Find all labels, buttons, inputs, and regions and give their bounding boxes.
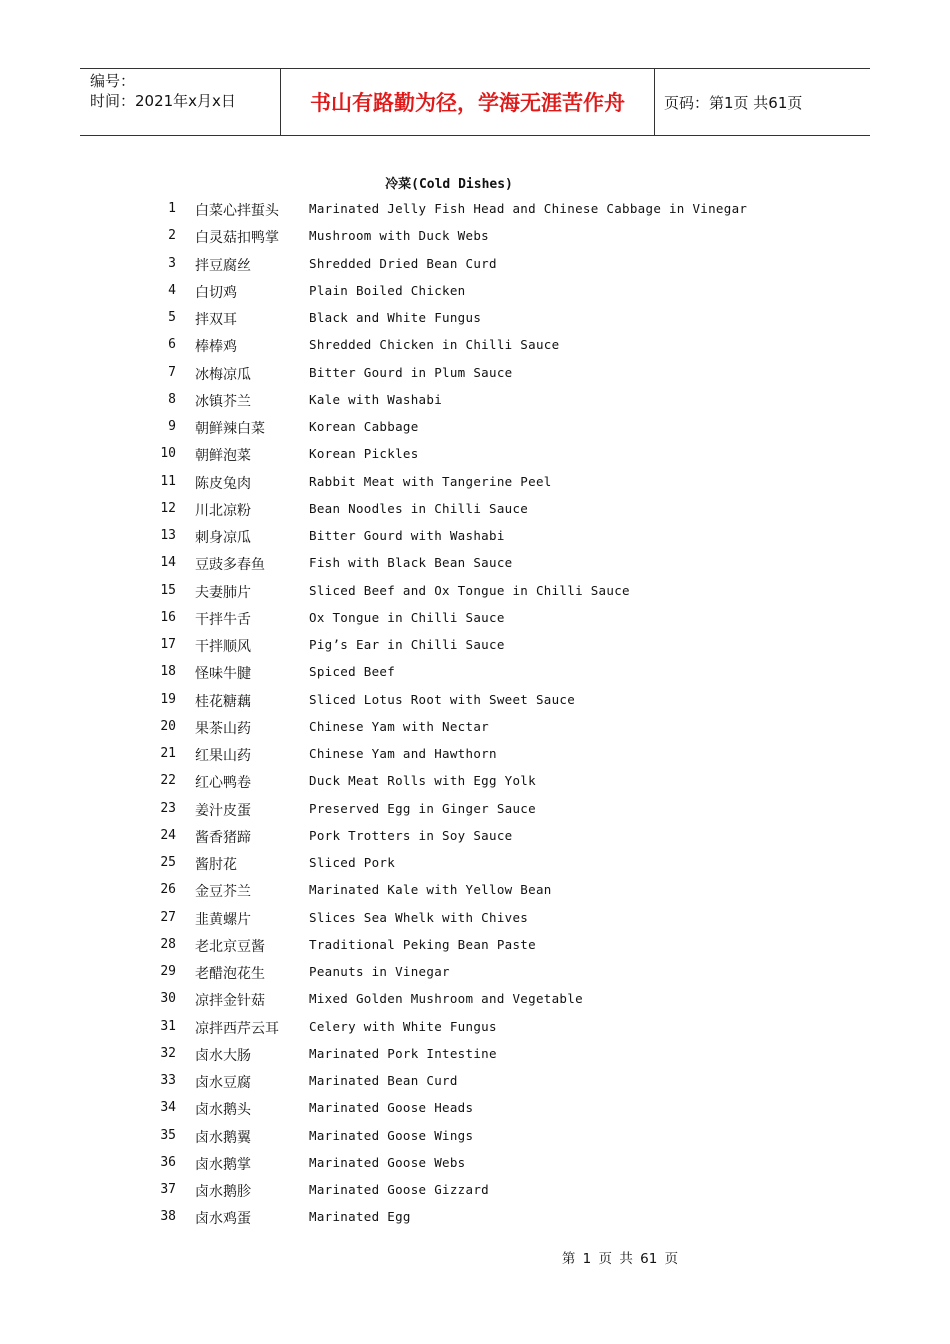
item-number: 24 xyxy=(160,827,176,843)
item-number: 37 xyxy=(160,1182,176,1197)
item-english-name: Slices Sea Whelk with Chives xyxy=(309,909,529,925)
list-item xyxy=(0,850,950,877)
list-item xyxy=(0,223,950,250)
list-item xyxy=(0,632,950,659)
list-item xyxy=(0,196,950,223)
item-number: 28 xyxy=(160,936,176,952)
item-chinese-name: 刺身凉瓜 xyxy=(195,530,251,546)
item-number: 34 xyxy=(160,1100,176,1116)
item-chinese-name: 卤水鹅掌 xyxy=(195,1156,251,1173)
item-number: 12 xyxy=(160,500,176,516)
item-chinese-name: 干拌顺风 xyxy=(195,639,251,655)
item-number: 29 xyxy=(160,964,176,979)
item-english-name: Marinated Kale with Yellow Bean xyxy=(309,882,552,898)
item-english-name: Duck Meat Rolls with Egg Yolk xyxy=(309,773,536,789)
item-english-name: Marinated Goose Webs xyxy=(309,1154,466,1170)
item-number: 7 xyxy=(168,364,176,380)
header-meta xyxy=(80,69,281,135)
item-english-name: Kale with Washabi xyxy=(309,391,443,407)
list-item xyxy=(0,959,950,986)
item-number: 23 xyxy=(160,800,176,816)
item-english-name: Chinese Yam with Nectar xyxy=(309,718,489,734)
item-chinese-name: 金豆芥兰 xyxy=(195,884,251,901)
header-motto: 书山有路勤为径，学海无涯苦作舟 xyxy=(281,69,655,135)
page-header xyxy=(80,68,870,136)
item-chinese-name: 川北凉粉 xyxy=(195,502,251,519)
list-item xyxy=(0,578,950,605)
item-number: 19 xyxy=(160,691,176,707)
item-chinese-name: 酱香猪蹄 xyxy=(195,829,251,846)
item-english-name: Plain Boiled Chicken xyxy=(309,282,466,298)
item-english-name: Mixed Golden Mushroom and Vegetable xyxy=(309,991,583,1007)
item-chinese-name: 冰镇芥兰 xyxy=(195,393,251,410)
list-item xyxy=(0,550,950,577)
item-english-name: Shredded Chicken in Chilli Sauce xyxy=(309,337,560,353)
item-number: 33 xyxy=(160,1073,176,1088)
list-item xyxy=(0,441,950,468)
item-english-name: Shredded Dried Bean Curd xyxy=(309,255,497,271)
item-english-name: Marinated Goose Gizzard xyxy=(309,1182,489,1197)
item-chinese-name: 老北京豆酱 xyxy=(195,938,265,955)
item-english-name: Marinated Pork Intestine xyxy=(309,1045,497,1061)
item-number: 14 xyxy=(160,555,176,571)
item-chinese-name: 桂花糖藕 xyxy=(195,693,251,710)
item-english-name: Sliced Pork xyxy=(309,855,396,870)
item-chinese-name: 拌双耳 xyxy=(195,312,237,328)
item-english-name: Rabbit Meat with Tangerine Peel xyxy=(309,473,552,489)
list-item xyxy=(0,1123,950,1150)
item-number: 18 xyxy=(160,664,176,680)
list-item xyxy=(0,332,950,359)
list-item xyxy=(0,905,950,932)
menu-list xyxy=(0,196,950,1232)
list-item xyxy=(0,1095,950,1122)
item-chinese-name: 卤水豆腐 xyxy=(195,1075,251,1091)
list-item xyxy=(0,1041,950,1068)
item-chinese-name: 白灵菇扣鸭掌 xyxy=(195,230,279,247)
item-english-name: Korean Cabbage xyxy=(309,419,419,434)
list-item xyxy=(0,714,950,741)
item-number: 21 xyxy=(160,746,176,761)
item-chinese-name: 红心鸭卷 xyxy=(195,775,251,792)
item-english-name: Celery with White Fungus xyxy=(309,1018,497,1034)
list-item xyxy=(0,523,950,550)
list-item xyxy=(0,1068,950,1095)
item-number: 15 xyxy=(160,582,176,598)
item-chinese-name: 卤水鸡蛋 xyxy=(195,1211,251,1228)
list-item xyxy=(0,877,950,904)
item-chinese-name: 红果山药 xyxy=(195,748,251,764)
item-english-name: Marinated Bean Curd xyxy=(309,1073,458,1088)
document-time-label: 时间：2021年x月x日 xyxy=(90,92,236,110)
item-chinese-name: 韭黄螺片 xyxy=(195,911,251,928)
item-english-name: Marinated Goose Heads xyxy=(309,1100,474,1116)
item-chinese-name: 凉拌西芹云耳 xyxy=(195,1020,279,1037)
item-number: 1 xyxy=(168,201,176,216)
item-number: 11 xyxy=(160,473,176,489)
item-english-name: Black and White Fungus xyxy=(309,310,482,325)
item-english-name: Sliced Lotus Root with Sweet Sauce xyxy=(309,691,576,707)
item-number: 3 xyxy=(168,255,176,271)
item-chinese-name: 卤水鹅头 xyxy=(195,1102,251,1119)
item-number: 26 xyxy=(160,882,176,898)
item-chinese-name: 老醋泡花生 xyxy=(195,966,265,982)
item-chinese-name: 果茶山药 xyxy=(195,720,251,737)
document-number-label: 编号： xyxy=(90,72,136,90)
item-number: 38 xyxy=(160,1209,176,1225)
item-number: 35 xyxy=(160,1127,176,1143)
item-chinese-name: 姜汁皮蛋 xyxy=(195,802,251,819)
list-item xyxy=(0,278,950,305)
item-english-name: Bitter Gourd with Washabi xyxy=(309,528,505,543)
item-chinese-name: 朝鲜泡菜 xyxy=(195,448,251,465)
item-english-name: Marinated Goose Wings xyxy=(309,1127,474,1143)
item-english-name: Fish with Black Bean Sauce xyxy=(309,555,513,571)
list-item xyxy=(0,605,950,632)
item-english-name: Bitter Gourd in Plum Sauce xyxy=(309,364,513,380)
list-item xyxy=(0,986,950,1013)
item-english-name: Ox Tongue in Chilli Sauce xyxy=(309,609,505,625)
item-english-name: Traditional Peking Bean Paste xyxy=(309,936,536,952)
item-english-name: Mushroom with Duck Webs xyxy=(309,228,489,244)
list-item xyxy=(0,387,950,414)
section-title: 冷菜(Cold Dishes) xyxy=(385,177,513,192)
item-chinese-name: 夫妻肺片 xyxy=(195,584,251,601)
list-item xyxy=(0,741,950,768)
list-item xyxy=(0,1014,950,1041)
header-page-label: 页码：第1页 共61页 xyxy=(664,93,803,112)
item-english-name: Spiced Beef xyxy=(309,664,396,680)
item-number: 22 xyxy=(160,773,176,789)
item-chinese-name: 酱肘花 xyxy=(195,857,237,873)
item-english-name: Chinese Yam and Hawthorn xyxy=(309,746,497,761)
item-number: 36 xyxy=(160,1154,176,1170)
item-english-name: Pork Trotters in Soy Sauce xyxy=(309,827,513,843)
item-chinese-name: 卤水鹅胗 xyxy=(195,1184,251,1200)
item-number: 30 xyxy=(160,991,176,1007)
item-number: 8 xyxy=(168,391,176,407)
list-item xyxy=(0,659,950,686)
item-english-name: Peanuts in Vinegar xyxy=(309,964,450,979)
item-chinese-name: 白菜心拌蜇头 xyxy=(195,203,279,219)
item-number: 10 xyxy=(160,446,176,462)
list-item xyxy=(0,305,950,332)
item-number: 2 xyxy=(168,228,176,244)
item-number: 27 xyxy=(160,909,176,925)
item-chinese-name: 豆豉多春鱼 xyxy=(195,557,265,574)
item-english-name: Sliced Beef and Ox Tongue in Chilli Sauce xyxy=(309,582,630,598)
item-number: 17 xyxy=(160,637,176,652)
list-item xyxy=(0,687,950,714)
list-item xyxy=(0,496,950,523)
list-item xyxy=(0,469,950,496)
item-number: 9 xyxy=(168,419,176,434)
list-item xyxy=(0,1204,950,1231)
list-item xyxy=(0,796,950,823)
list-item xyxy=(0,1150,950,1177)
item-number: 31 xyxy=(160,1018,176,1034)
item-number: 5 xyxy=(168,310,176,325)
item-chinese-name: 棒棒鸡 xyxy=(195,339,237,356)
page-footer: 第 1 页 共 61 页 xyxy=(561,1251,679,1267)
item-english-name: Marinated Egg xyxy=(309,1209,411,1225)
item-number: 4 xyxy=(168,282,176,298)
list-item xyxy=(0,414,950,441)
item-chinese-name: 卤水鹅翼 xyxy=(195,1129,251,1146)
item-english-name: Preserved Egg in Ginger Sauce xyxy=(309,800,536,816)
item-number: 20 xyxy=(160,718,176,734)
item-chinese-name: 怪味牛腱 xyxy=(195,666,251,683)
item-chinese-name: 冰梅凉瓜 xyxy=(195,366,251,383)
item-chinese-name: 陈皮兔肉 xyxy=(195,475,251,492)
item-number: 6 xyxy=(168,337,176,353)
item-english-name: Pig’s Ear in Chilli Sauce xyxy=(309,637,505,652)
item-chinese-name: 朝鲜辣白菜 xyxy=(195,421,265,437)
list-item xyxy=(0,823,950,850)
list-item xyxy=(0,360,950,387)
item-english-name: Korean Pickles xyxy=(309,446,419,462)
item-chinese-name: 白切鸡 xyxy=(195,284,237,301)
item-chinese-name: 拌豆腐丝 xyxy=(195,257,251,274)
item-number: 13 xyxy=(160,528,176,543)
item-chinese-name: 干拌牛舌 xyxy=(195,611,251,628)
item-english-name: Marinated Jelly Fish Head and Chinese Cabbage in Vinegar xyxy=(309,201,748,216)
list-item xyxy=(0,1177,950,1204)
item-number: 16 xyxy=(160,609,176,625)
list-item xyxy=(0,251,950,278)
list-item xyxy=(0,768,950,795)
item-english-name: Bean Noodles in Chilli Sauce xyxy=(309,500,529,516)
list-item xyxy=(0,932,950,959)
item-chinese-name: 凉拌金针菇 xyxy=(195,993,265,1010)
item-number: 32 xyxy=(160,1045,176,1061)
item-number: 25 xyxy=(160,855,176,870)
item-chinese-name: 卤水大肠 xyxy=(195,1047,251,1064)
